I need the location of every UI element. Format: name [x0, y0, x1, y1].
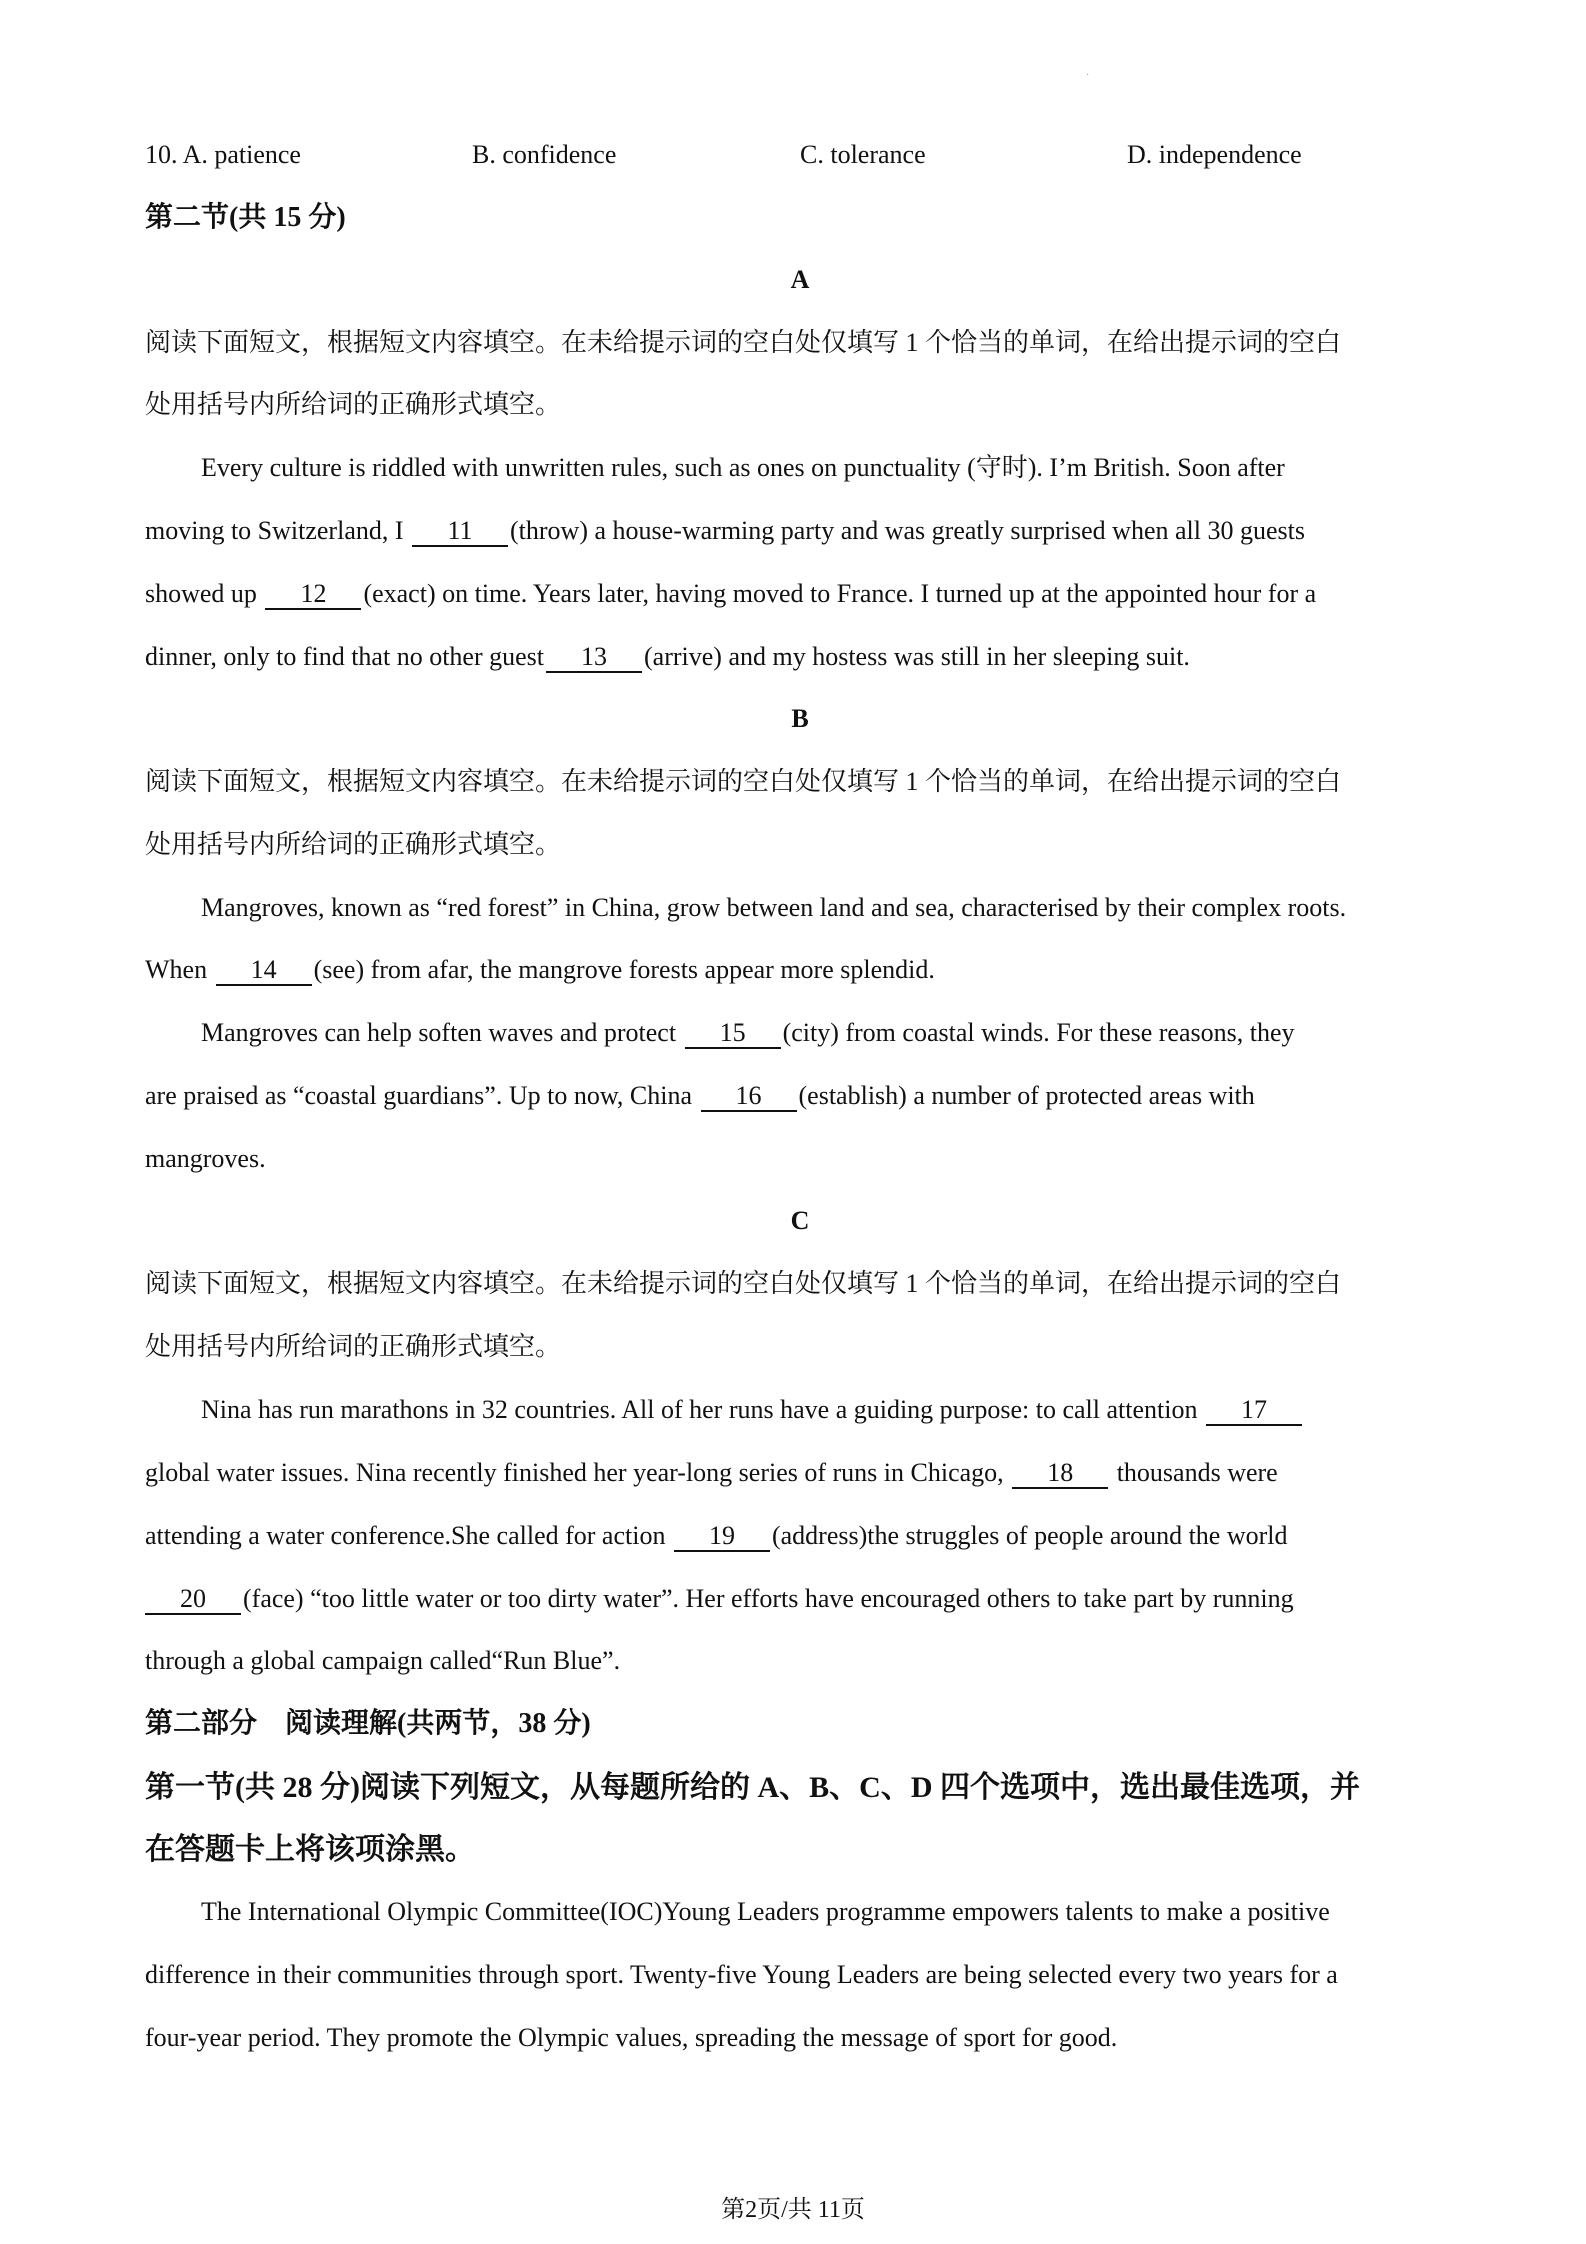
passage-a-heading: A — [790, 265, 810, 294]
instruction-c-line2: 处用括号内所给词的正确形式填空。 — [145, 1332, 562, 1361]
instruction-b-line1: 阅读下面短文，根据短文内容填空。在未给提示词的空白处仅填写 1 个恰当的单词，在给出提示词的空白 — [145, 767, 1342, 796]
instruction-a-line2: 处用括号内所给词的正确形式填空。 — [145, 390, 562, 419]
passage-b-line4: are praised as “coastal guardians”. Up to now, China 16 (establish) a number of protected areas with — [145, 1081, 1255, 1110]
passage-b-line3: Mangroves can help soften waves and protect 15 (city) from coastal winds. For these reasons, they — [201, 1018, 1295, 1047]
scan-dot: · — [1086, 70, 1090, 81]
passage-b-line1: Mangroves, known as “red forest” in China, grow between land and sea, characterised by their complex roots. — [201, 893, 1347, 922]
q10-option-b: B. confidence — [472, 140, 617, 169]
instruction-c-line1: 阅读下面短文，根据短文内容填空。在未给提示词的空白处仅填写 1 个恰当的单词，在给出提示词的空白 — [145, 1269, 1342, 1298]
blank-15[interactable]: 15 — [685, 1020, 781, 1049]
blank-11[interactable]: 11 — [412, 518, 508, 547]
section2-title: 第二节(共 15 分) — [145, 202, 346, 233]
passage-c-line5: through a global campaign called“Run Blue”. — [145, 1646, 621, 1675]
section1-title-line1: 第一节(共 28 分)阅读下列短文，从每题所给的 A、B、C、D 四个选项中，选出最佳选项，并 — [145, 1771, 1360, 1804]
blank-19[interactable]: 19 — [674, 1523, 770, 1552]
blank-17[interactable]: 17 — [1206, 1397, 1302, 1426]
blank-12[interactable]: 12 — [265, 581, 361, 610]
blank-18[interactable]: 18 — [1012, 1460, 1108, 1489]
instruction-b-line2: 处用括号内所给词的正确形式填空。 — [145, 830, 562, 859]
part2-title: 第二部分 阅读理解(共两节，38 分) — [145, 1708, 591, 1739]
blank-20[interactable]: 20 — [145, 1586, 241, 1615]
q10-number: 10. — [145, 140, 178, 169]
section1-title-line2: 在答题卡上将该项涂黑。 — [145, 1833, 475, 1866]
q10-option-c: C. tolerance — [800, 140, 926, 169]
instruction-a-line1: 阅读下面短文，根据短文内容填空。在未给提示词的空白处仅填写 1 个恰当的单词，在给出提示词的空白 — [145, 328, 1342, 357]
blank-13[interactable]: 13 — [546, 644, 642, 673]
ioc-line3: four-year period. They promote the Olympic values, spreading the message of sport for good. — [145, 2023, 1118, 2052]
ioc-line1: The International Olympic Committee(IOC)Young Leaders programme empowers talents to make a positive — [201, 1897, 1330, 1926]
ioc-line2: difference in their communities through sport. Twenty-five Young Leaders are being selected every two years for a — [145, 1960, 1338, 1989]
passage-c-line4: 20 (face) “too little water or too dirty water”. Her efforts have encouraged others to take part by running — [145, 1586, 1294, 1615]
passage-a-line3: showed up 12 (exact) on time. Years later, having moved to France. I turned up at the appointed hour for a — [145, 579, 1317, 608]
q10-option-d: D. independence — [1127, 140, 1302, 169]
passage-c-heading: C — [790, 1206, 810, 1235]
passage-c-line3: attending a water conference.She called for action 19 (address)the struggles of people around the world — [145, 1521, 1288, 1550]
q10-option-a: 10. A. patience — [145, 140, 301, 169]
blank-14[interactable]: 14 — [216, 957, 312, 986]
passage-b-line5: mangroves. — [145, 1144, 266, 1173]
page-footer: 第2页/共 11页 — [721, 2197, 865, 2223]
passage-b-line2: When 14 (see) from afar, the mangrove forests appear more splendid. — [145, 955, 935, 984]
passage-c-line2: global water issues. Nina recently finished her year-long series of runs in Chicago, 18 thousands were — [145, 1458, 1278, 1487]
blank-16[interactable]: 16 — [701, 1083, 797, 1112]
passage-a-line1: Every culture is riddled with unwritten rules, such as ones on punctuality (守时). I’m British. Soon after — [201, 453, 1285, 482]
passage-c-line1: Nina has run marathons in 32 countries. All of her runs have a guiding purpose: to call attention 17 — [201, 1397, 1304, 1426]
passage-a-line4: dinner, only to find that no other guest 13 (arrive) and my hostess was still in her sleeping suit. — [145, 642, 1190, 671]
passage-b-heading: B — [791, 704, 809, 733]
passage-a-line2: moving to Switzerland, I 11 (throw) a house-warming party and was greatly surprised when all 30 guests — [145, 516, 1305, 545]
